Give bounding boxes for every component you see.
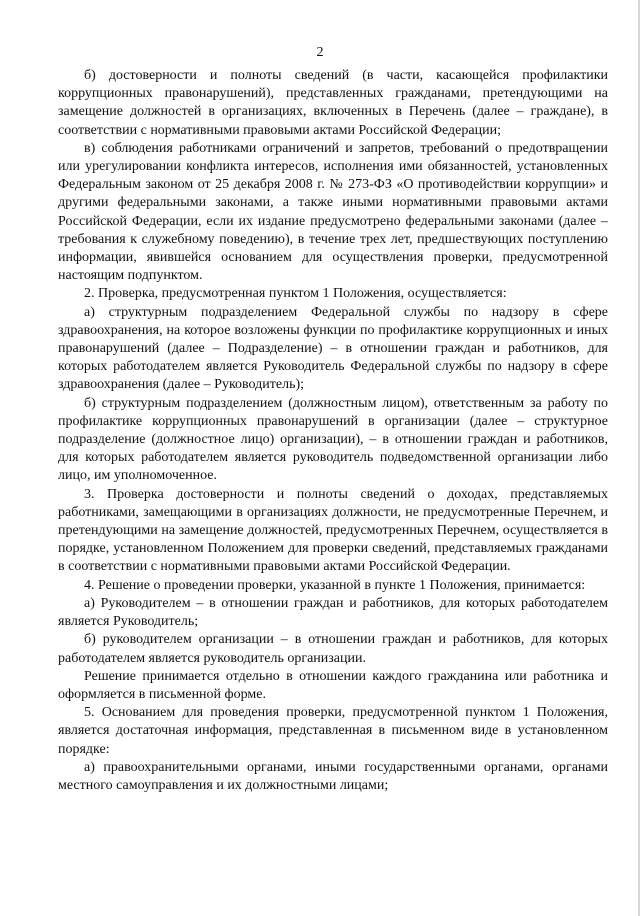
paragraph-4: 4. Решение о проведении проверки, указанной в пункте 1 Положения, принимается: [84,577,586,593]
paragraph-5a: а) правоохранительными органами, иными государственными органами, органами местного самоуправления и их должностными лицами; [58,759,608,793]
paragraph-2a: а) структурным подразделением Федеральной службы по надзору в сфере здравоохранения, на которое возложены функции по профилактике коррупционных и иных правонарушений (далее – Подразделение) – в отношении граждан и работников, для которых работодателем является Руководитель Федеральной службы по надзору в сфере здравоохранения (далее – Руководитель); [58,304,608,393]
paragraph-4b: б) руководителем организации – в отношении граждан и работников, для которых работодателем является руководитель организации. [58,632,608,666]
paragraph-4a: а) Руководителем – в отношении граждан и работников, для которых работодателем является Руководитель; [58,595,608,630]
page-number: 2 [316,45,324,60]
paragraph-1b: б) достоверности и полноты сведений (в части, касающейся профилактики коррупционных правонарушений), представленных гражданами, претендующими на замещение должностей в организациях, включенных в Перечень (далее – граждане), в соответствии с нормативными правовыми актами Российской Федерации; [58,68,608,138]
paragraph-2b: б) структурным подразделением (должностным лицом), ответственным за работу по профилактике коррупционных правонарушений в организации (далее – структурное подразделение (должностное лицо) организации), – в отношении граждан и работников, для которых работодателем является руководитель подведомственной организации либо лицо, им уполномоченное. [58,395,608,484]
paragraph-3: 3. Проверка достоверности и полноты сведений о доходах, представляемых работниками, замещающими в организациях должности, не предусмотренные Перечнем, и претендующими на замещение должностей, предусмотренных Перечнем, осуществляется в порядке, установленном Положением для проверки сведений, представляемых гражданами в соответствии с нормативными правовыми актами Российской Федерации. [58,486,608,575]
paragraph-decision: Решение принимается отдельно в отношении каждого гражданина или работника и оформляется в письменной форме. [58,668,608,702]
paragraph-5: 5. Основанием для проведения проверки, предусмотренной пунктом 1 Положения, является достаточная информация, представленная в письменном виде в установленном порядке: [58,705,608,757]
document-body [58,67,608,795]
paragraph-2: 2. Проверка, предусмотренная пунктом 1 Положения, осуществляется: [84,286,507,302]
paragraph-1v: в) соблюдения работниками ограничений и запретов, требований о предотвращении или урегулировании конфликта интересов, исполнения ими обязанностей, установленных Федеральным законом от 25 декабря 2008 г. № 273-ФЗ «О противодействии коррупции» и другими федеральными законами, а также иными нормативными правовыми актами Российской Федерации, если их издание предусмотрено федеральными законами (далее – требования к служебному поведению), в течение трех лет, предшествующих поступлению информации, явившейся основанием для осуществления проверки, предусмотренной настоящим подпунктом. [58,140,608,284]
